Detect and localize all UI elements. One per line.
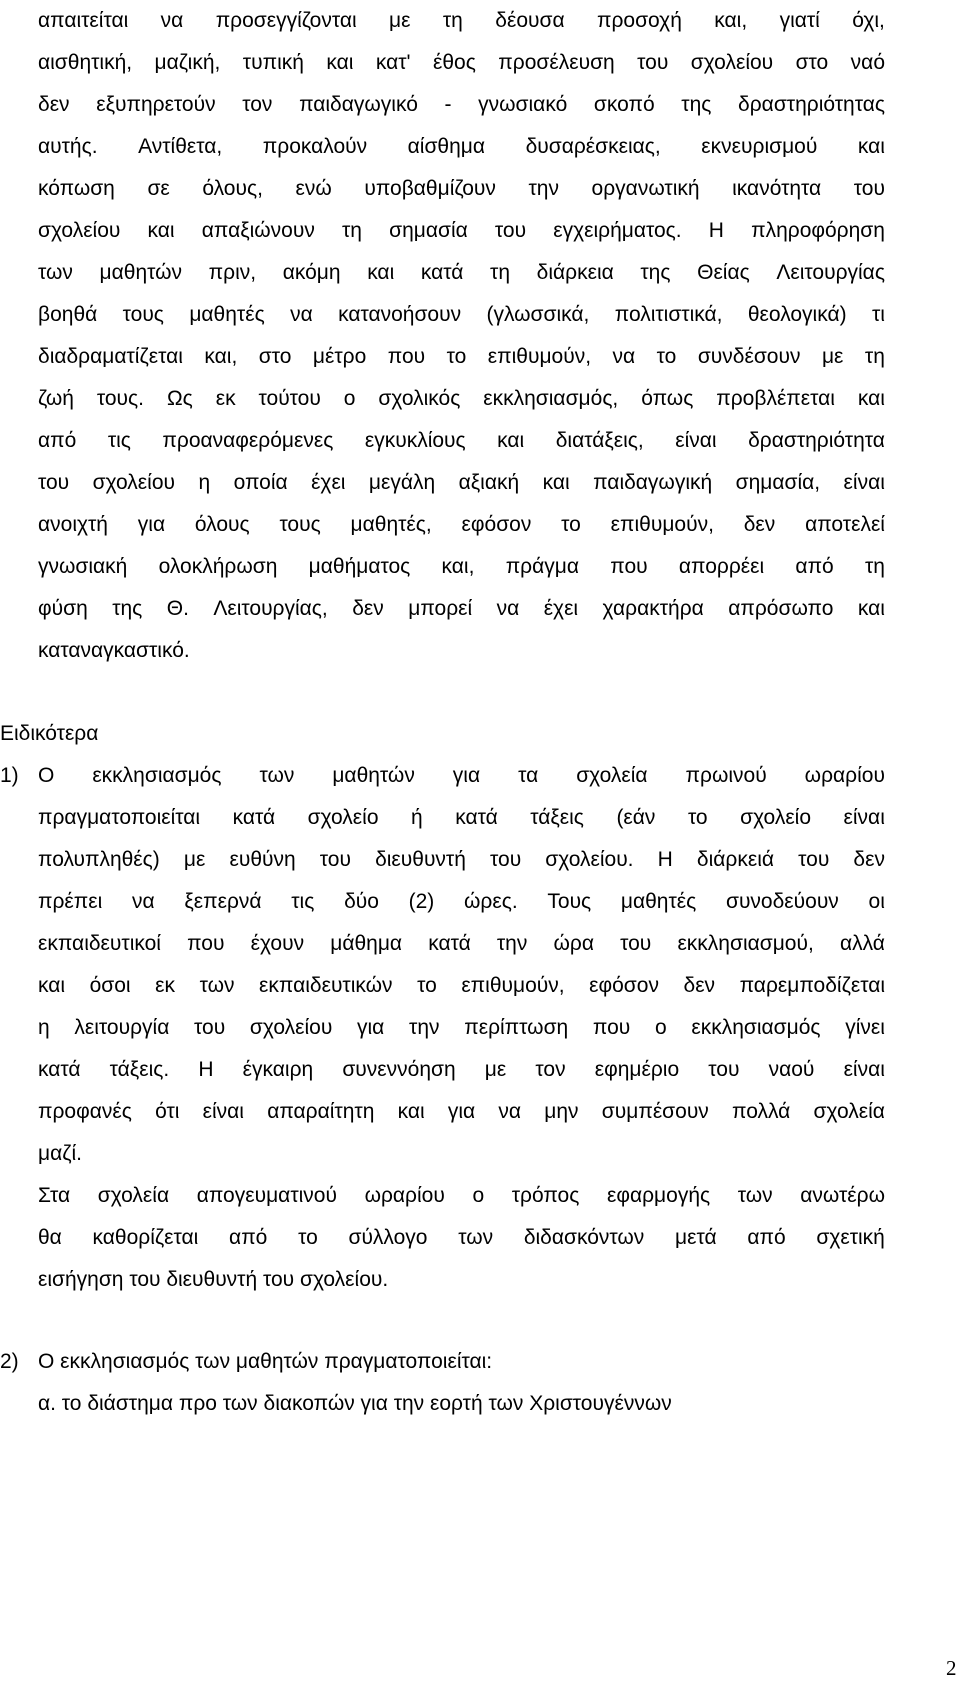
word: ναού [768,1058,815,1081]
word: και [542,471,570,494]
word: όχι, [852,9,885,32]
word: υποβαθμίζουν [364,177,496,200]
word: μεγάλη [368,471,436,494]
word: κατανοήσουν [338,303,462,326]
word: προκαλούν [262,135,368,158]
word: τη [864,555,885,578]
word: με [484,1058,507,1081]
word: απρόσωπο [728,597,834,620]
word: σχολείου [38,219,121,242]
word: και, [714,9,748,32]
word: είναι [843,471,885,494]
word: διάρκεια [536,261,614,284]
word: τη [341,219,362,242]
word: όλους, [202,177,263,200]
word: εφόσον [461,513,532,536]
word: να [498,1100,522,1123]
word: επιθυμούν, [461,974,565,997]
paragraph-line [38,429,885,453]
word: Ο [38,764,55,787]
word: εφημέριο [594,1058,680,1081]
word: ο [343,387,356,410]
word: τη [490,261,511,284]
word: μάθημα [330,932,403,955]
word: των [199,974,235,997]
word: καθορίζεται [92,1226,199,1249]
word: γίνει [845,1016,885,1039]
word: προφανές [38,1100,132,1123]
word: ή [411,806,423,829]
word: πολυπληθές) [38,848,160,871]
word: σχολείου [92,471,175,494]
word: ζωή [38,387,74,410]
word: Θ. [166,597,189,620]
list-item-line [38,848,885,872]
word: συνεννόηση [342,1058,456,1081]
word: εκκλησιασμού, [677,932,814,955]
word: το [298,1226,318,1249]
word: να [160,9,184,32]
word: κατ' [375,51,411,74]
word: ολοκλήρωση [158,555,278,578]
word: γνωσιακή [38,555,128,578]
list-number: 2) [0,1350,19,1373]
word: και, [204,345,238,368]
word: δραστηριότητα [748,429,885,452]
word: αξιακή [458,471,520,494]
word: απογευματινού [196,1184,337,1207]
word: προσοχή [596,9,682,32]
word: και [857,387,885,410]
word: τον [242,93,273,116]
word: αισθητική, [38,51,133,74]
word: έχει [543,597,579,620]
word: κατά [38,1058,81,1081]
word: στο [258,345,292,368]
word: τούτου [258,387,321,410]
word: είναι [843,1058,885,1081]
word: αποτελεί [805,513,885,536]
paragraph-line: καταναγκαστικό. [38,639,190,662]
word: (εάν [616,806,656,829]
paragraph-line [38,345,885,369]
word: εκ [155,974,176,997]
paragraph-line [38,261,885,285]
word: η [198,471,211,494]
word: του [708,1058,740,1081]
word: αυτής. [38,135,98,158]
word: εκκλησιασμός [691,1016,821,1039]
word: εκ [215,387,236,410]
word: Λειτουργίας [776,261,885,284]
word: και [367,261,395,284]
list-item-line [38,1100,885,1124]
word: την [409,1016,440,1039]
word: παιδαγωγική [593,471,713,494]
word: πολλά [732,1100,791,1123]
word: της [640,261,671,284]
word: να [496,597,520,620]
paragraph-line [38,177,885,201]
list-item-line [38,974,885,998]
word: της [112,597,143,620]
word: μαζική, [154,51,221,74]
word: δεν [683,974,716,997]
word: τους [122,303,164,326]
word: να [132,890,155,913]
word: Στα [38,1184,71,1207]
word: Ως [166,387,193,410]
word: τι [871,303,885,326]
word: σύλλογο [348,1226,428,1249]
word: εγκυκλίους [364,429,466,452]
list-item-line [38,1058,885,1082]
word: τυπική [242,51,304,74]
word: εκπαιδευτικοί [38,932,161,955]
word: στο [795,51,829,74]
word: δεν [352,597,384,620]
subparagraph-line: εισήγηση του διευθυντή του σχολείου. [38,1268,389,1291]
word: προβλέπεται [716,387,835,410]
paragraph-line [38,387,885,411]
word: περίπτωση [464,1016,569,1039]
word: έθος [433,51,476,74]
word: του [38,471,70,494]
word: εκνευρισμού [701,135,818,158]
word: σχολείο [740,806,812,829]
word: απορρέει [678,555,765,578]
word: ώρα [553,932,594,955]
word: δέουσα [495,9,565,32]
word: μαθητές [620,890,697,913]
word: το [656,345,677,368]
word: τρόπος [511,1184,580,1207]
word: του [490,848,522,871]
word: την [496,932,528,955]
word: σχολείου [249,1016,333,1039]
paragraph-line [38,555,885,579]
list-item-line [38,1016,885,1040]
word: για [452,764,481,787]
paragraph-line [38,303,885,327]
word: βοηθά [38,303,98,326]
word: μαθητές [189,303,265,326]
word: τα [518,764,539,787]
word: πρέπει [38,890,103,913]
word: των [259,764,295,787]
word: έχουν [250,932,305,955]
word: που [187,932,225,955]
word: των [458,1226,494,1249]
word: από [747,1226,786,1249]
word: απαιτείται [38,9,129,32]
word: όπως [641,387,694,410]
list-item-line: μαζί. [38,1142,82,1165]
word: γνωσιακό [478,93,568,116]
word: κατά [232,806,276,829]
word: να [290,303,313,326]
word: εκπαιδευτικών [259,974,393,997]
word: την [528,177,559,200]
word: είναι [202,1100,244,1123]
word: Η [708,219,724,242]
word: μην [544,1100,579,1123]
word: θα [38,1226,62,1249]
word: για [447,1100,476,1123]
word: σχολικός [378,387,461,410]
word: απαξιώνουν [201,219,315,242]
word: και [38,974,66,997]
word: σκοπό [593,93,655,116]
word: το [417,974,437,997]
paragraph-line [38,219,885,243]
word: της [681,93,712,116]
word: επιθυμούν, [487,345,592,368]
paragraph-line [38,471,885,495]
word: φύση [38,597,88,620]
word: επιθυμούν, [610,513,714,536]
word: να [612,345,636,368]
word: Η [657,848,673,871]
list-item-line [38,890,885,914]
word: (2) [408,890,435,913]
word: από [229,1226,268,1249]
word: τάξεις [530,806,584,829]
word: κόπωση [38,177,115,200]
word: σχολεία [97,1184,170,1207]
word: σχολεία [813,1100,885,1123]
word: του [620,932,652,955]
word: ακόμη [282,261,341,284]
word: γιατί [779,9,820,32]
word: εκκλησιασμός, [483,387,619,410]
word: παρεμποδίζεται [739,974,885,997]
word: τη [864,345,885,368]
word: η [38,1016,50,1039]
word: (γλωσσικά, [486,303,590,326]
word: του [798,848,830,871]
word: ο [472,1184,485,1207]
word: μετά [675,1226,717,1249]
word: απαραίτητη [267,1100,375,1123]
word: με [183,848,206,871]
word: από [38,429,77,452]
word: δύο [344,890,379,913]
word: μαθητές, [350,513,432,536]
word: έγκαιρη [242,1058,314,1081]
word: από [795,555,834,578]
paragraph-line [38,51,885,75]
word: προαναφερόμενες [162,429,334,452]
word: έχει [311,471,346,494]
subparagraph-line [38,1184,885,1208]
word: προσεγγίζονται [215,9,357,32]
word: του [494,219,527,242]
word: συνοδεύουν [725,890,839,913]
paragraph-line [38,513,885,537]
word: διάρκειά [696,848,775,871]
word: που [592,1016,631,1039]
subparagraph-line [38,1226,885,1250]
word: πολιτιστικά, [614,303,723,326]
word: με [389,9,411,32]
word: μαθητών [99,261,183,284]
word: δυσαρέσκειας, [525,135,661,158]
word: οποία [233,471,288,494]
word: εκκλησιασμός [92,764,222,787]
word: του [319,848,351,871]
word: αίσθημα [407,135,486,158]
word: εγχειρήματος. [553,219,682,242]
word: ώρες. [464,890,518,913]
word: που [610,555,648,578]
word: και [397,1100,425,1123]
word: Η [198,1058,214,1081]
paragraph-line [38,597,885,621]
word: του [637,51,669,74]
word: ικανότητα [732,177,822,200]
word: τον [535,1058,566,1081]
word: πραγματοποιείται [38,806,201,829]
paragraph-line [38,135,885,159]
list-number: 1) [0,764,19,787]
word: οι [868,890,885,913]
word: τους [279,513,321,536]
word: Τους [547,890,592,913]
word: ανωτέρω [800,1184,885,1207]
word: ότι [155,1100,180,1123]
word: πριν, [208,261,257,284]
word: δεν [38,93,70,116]
word: Αντίθετα, [138,135,223,158]
word: ανοιχτή [38,513,108,536]
word: και [326,51,354,74]
word: για [357,1016,385,1039]
word: εφαρμογής [606,1184,711,1207]
word: Λειτουργίας, [213,597,328,620]
word: σχολείου. [545,848,634,871]
word: ωραρίου [804,764,885,787]
word: αλλά [839,932,885,955]
word: πράγμα [505,555,580,578]
word: σχετική [816,1226,885,1249]
word: παιδαγωγικό [299,93,418,116]
page-number: 2 [946,1656,957,1680]
word: με [821,345,844,368]
word: διευθυντή [375,848,466,871]
paragraph-line [38,9,885,33]
word: σημασία, [735,471,821,494]
word: Θείας [697,261,750,284]
word: σε [147,177,170,200]
word: συνδέσουν [697,345,801,368]
word: που [387,345,426,368]
word: το [561,513,581,536]
word: ευθύνη [229,848,296,871]
word: των [38,261,73,284]
word: μπορεί [408,597,473,620]
word: του [853,177,885,200]
word: για [137,513,166,536]
word: προσέλευση [498,51,615,74]
list-item-line [38,932,885,956]
word: κατά [420,261,464,284]
word: ξεπερνά [184,890,262,913]
word: μαθήματος [308,555,411,578]
word: και [857,597,885,620]
word: λειτουργία [74,1016,170,1039]
word: τις [107,429,131,452]
word: εξυπηρετούν [96,93,216,116]
word: οργανωτική [591,177,700,200]
word: δραστηριότητας [738,93,885,116]
word: - [444,93,452,116]
word: σχολείου [690,51,774,74]
word: πρωινού [685,764,767,787]
word: διδασκόντων [523,1226,645,1249]
list-item-line [38,806,885,830]
word: σχολεία [576,764,648,787]
list-item-line [38,764,885,788]
word: πληροφόρηση [751,219,885,242]
word: ο [654,1016,667,1039]
word: είναι [675,429,717,452]
word: δεν [853,848,885,871]
word: θεολογικά) [747,303,847,326]
word: και, [441,555,475,578]
word: κατά [428,932,471,955]
word: διαδραματίζεται [38,345,183,368]
word: σχολείο [307,806,379,829]
word: διατάξεις, [555,429,644,452]
word: τις [291,890,315,913]
word: και [857,135,885,158]
word: εφόσον [589,974,659,997]
word: κατά [455,806,498,829]
word: το [687,806,708,829]
word: τη [442,9,463,32]
word: και [147,219,175,242]
word: όλους [194,513,250,536]
word: μέτρο [312,345,367,368]
word: είναι [843,806,885,829]
word: χαρακτήρα [602,597,704,620]
word: και [497,429,525,452]
word: μαθητών [332,764,415,787]
sub-item-a: α. το διάστημα προ των διακοπών για την εορτή των Χριστουγέννων [38,1392,672,1415]
word: το [446,345,467,368]
word: δεν [743,513,776,536]
word: ωραρίου [364,1184,445,1207]
word: ναό [850,51,885,74]
word: σημασία [389,219,468,242]
paragraph-line [38,93,885,117]
word: τάξεις. [109,1058,170,1081]
list-item-line: Ο εκκλησιασμός των μαθητών πραγματοποιείται: [38,1350,493,1373]
word: συμπέσουν [601,1100,709,1123]
section-heading: Ειδικότερα [0,722,99,745]
word: τους. [96,387,144,410]
word: όσοι [89,974,131,997]
word: ενώ [295,177,332,200]
word: των [737,1184,773,1207]
word: του [194,1016,226,1039]
